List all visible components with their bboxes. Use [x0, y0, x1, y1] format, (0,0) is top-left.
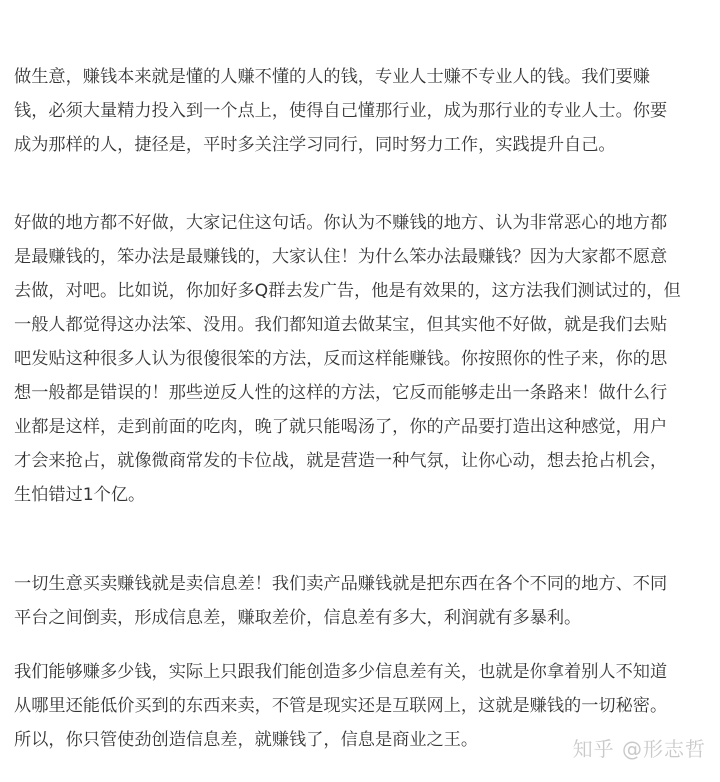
paragraph-line: 平台之间倒卖，形成信息差，赚取差价，信息差有多大，利润就有多暴利。 — [14, 608, 582, 628]
paragraph-line: 一般人都觉得这办法笨、没用。我们都知道去做某宝，但其实他不好做，就是我们去贴 — [14, 315, 668, 335]
paragraph-line: 是最赚钱的，笨办法是最赚钱的，大家认住！为什么笨办法最赚钱？因为大家都不愿意 — [14, 247, 668, 267]
paragraph-line: 好做的地方都不好做，大家记住这句话。你认为不赚钱的地方、认为非常恶心的地方都 — [14, 213, 668, 233]
paragraph-line: 一切生意买卖赚钱就是卖信息差！我们卖产品赚钱就是把东西在各个不同的地方、不同 — [14, 574, 668, 594]
paragraph-line: 想一般都是错误的！那些逆反人性的这样的方法，它反而能够走出一条路来！做什么行 — [14, 383, 668, 403]
paragraph-line: 才会来抢占，就像微商常发的卡位战，就是营造一种气氛，让你心动，想去抢占机会， — [14, 451, 668, 471]
paragraph-line: 从哪里还能低价买到的东西来卖，不管是现实还是互联网上，这就是赚钱的一切秘密。 — [14, 696, 668, 716]
paragraph-1 — [14, 60, 706, 162]
zhihu-watermark: 知乎 @形志哲 — [572, 737, 706, 761]
paragraph-line: 做生意，赚钱本来就是懂的人赚不懂的人的钱，专业人士赚不专业人的钱。我们要赚 — [14, 67, 650, 87]
paragraph-line: 成为那样的人，捷径是，平时多关注学习同行，同时努力工作，实践提升自己。 — [14, 135, 616, 155]
paragraph-line: 我们能够赚多少钱，实际上只跟我们能创造多少信息差有关，也就是你拿着别人不知道 — [14, 662, 668, 682]
paragraph-line: 钱，必须大量精力投入到一个点上，使得自己懂那行业，成为那行业的专业人士。你要 — [14, 101, 668, 121]
paragraph-line: 吧发贴这种很多人认为很傻很笨的方法，反而这样能赚钱。你按照你的性子来，你的思 — [14, 349, 668, 369]
paragraph-3 — [14, 567, 706, 635]
paragraph-line: 所以，你只管使劲创造信息差，就赚钱了，信息是商业之王。 — [14, 730, 479, 750]
paragraph-line: 业都是这样，走到前面的吃肉，晚了就只能喝汤了，你的产品要打造出这种感觉，用户 — [14, 417, 668, 437]
paragraph-line: 去做，对吧。比如说，你加好多Q群去发广告，他是有效果的，这方法我们测试过的，但 — [14, 281, 681, 301]
paragraph-2 — [14, 206, 706, 512]
paragraph-line: 生怕错过1个亿。 — [14, 485, 146, 505]
